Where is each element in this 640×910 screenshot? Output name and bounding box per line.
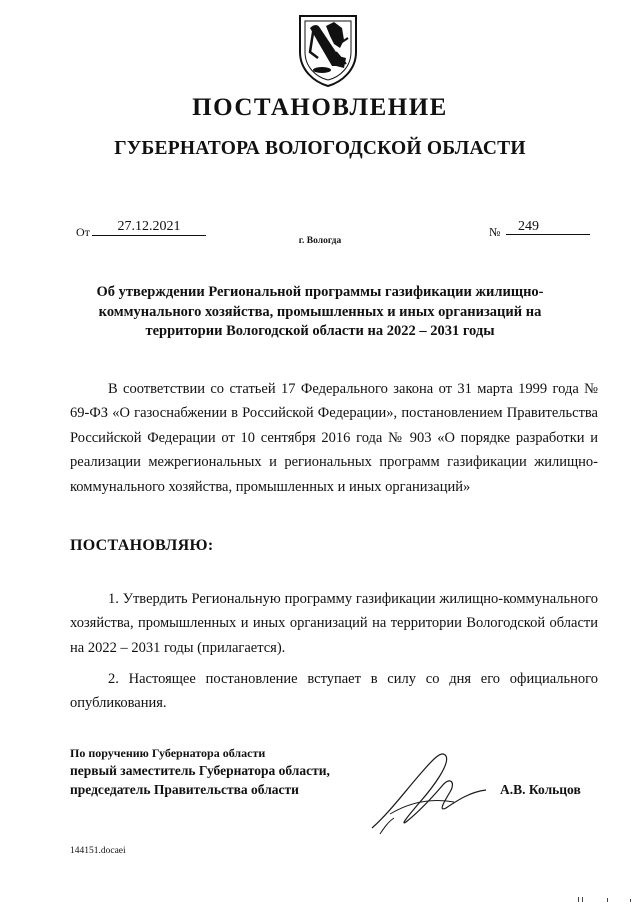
document-title: ПОСТАНОВЛЕНИЕ xyxy=(192,94,448,121)
scan-specks xyxy=(574,892,634,902)
decree-item-1: 1. Утвердить Региональную программу газификации жилищно-коммунального хозяйства, промышленных и иных организаций на территории Вологодской области на 2022 – 2031 годы (прилагается). xyxy=(70,591,598,656)
document-city: г. Вологда xyxy=(298,236,342,246)
decree-item-2: 2. Настоящее постановление вступает в силу со дня его официального опубликования. xyxy=(70,671,598,712)
decree-heading: ПОСТАНОВЛЯЮ: xyxy=(70,537,214,554)
number-prefix: № xyxy=(489,225,501,239)
signatory-position-1: первый заместитель Губернатора области, xyxy=(70,763,330,778)
document-subject: Об утверждении Региональной программы газификации жилищно-коммунального хозяйства, промышленных и иных организаций на территории Вологодской области на 2022 – 2031 годы xyxy=(96,284,544,339)
preamble-paragraph: В соответствии со статьей 17 Федерального закона от 31 марта 1999 года № 69-ФЗ «О газоснабжении в Российской Федерации», постановлением Правительства Российской Федерации от 10 сентября 2016 года № 903 «О порядке разработки и реализации межрегиональных и региональных программ газификации жилищно-коммунального хозяйства, промышленных и иных организаций» xyxy=(70,381,598,495)
signatory-position-2: председатель Правительства области xyxy=(70,782,299,797)
document-number: 249 xyxy=(506,219,590,235)
date-prefix: От xyxy=(76,225,90,239)
document-date: 27.12.2021 xyxy=(92,219,206,236)
signatory-authority: По поручению Губернатора области xyxy=(70,746,266,760)
signatory-name: А.В. Кольцов xyxy=(500,782,581,797)
file-reference: 144151.docaei xyxy=(70,846,126,856)
document-issuer: ГУБЕРНАТОРА ВОЛОГОДСКОЙ ОБЛАСТИ xyxy=(114,138,526,159)
coat-of-arms-icon xyxy=(296,12,360,88)
